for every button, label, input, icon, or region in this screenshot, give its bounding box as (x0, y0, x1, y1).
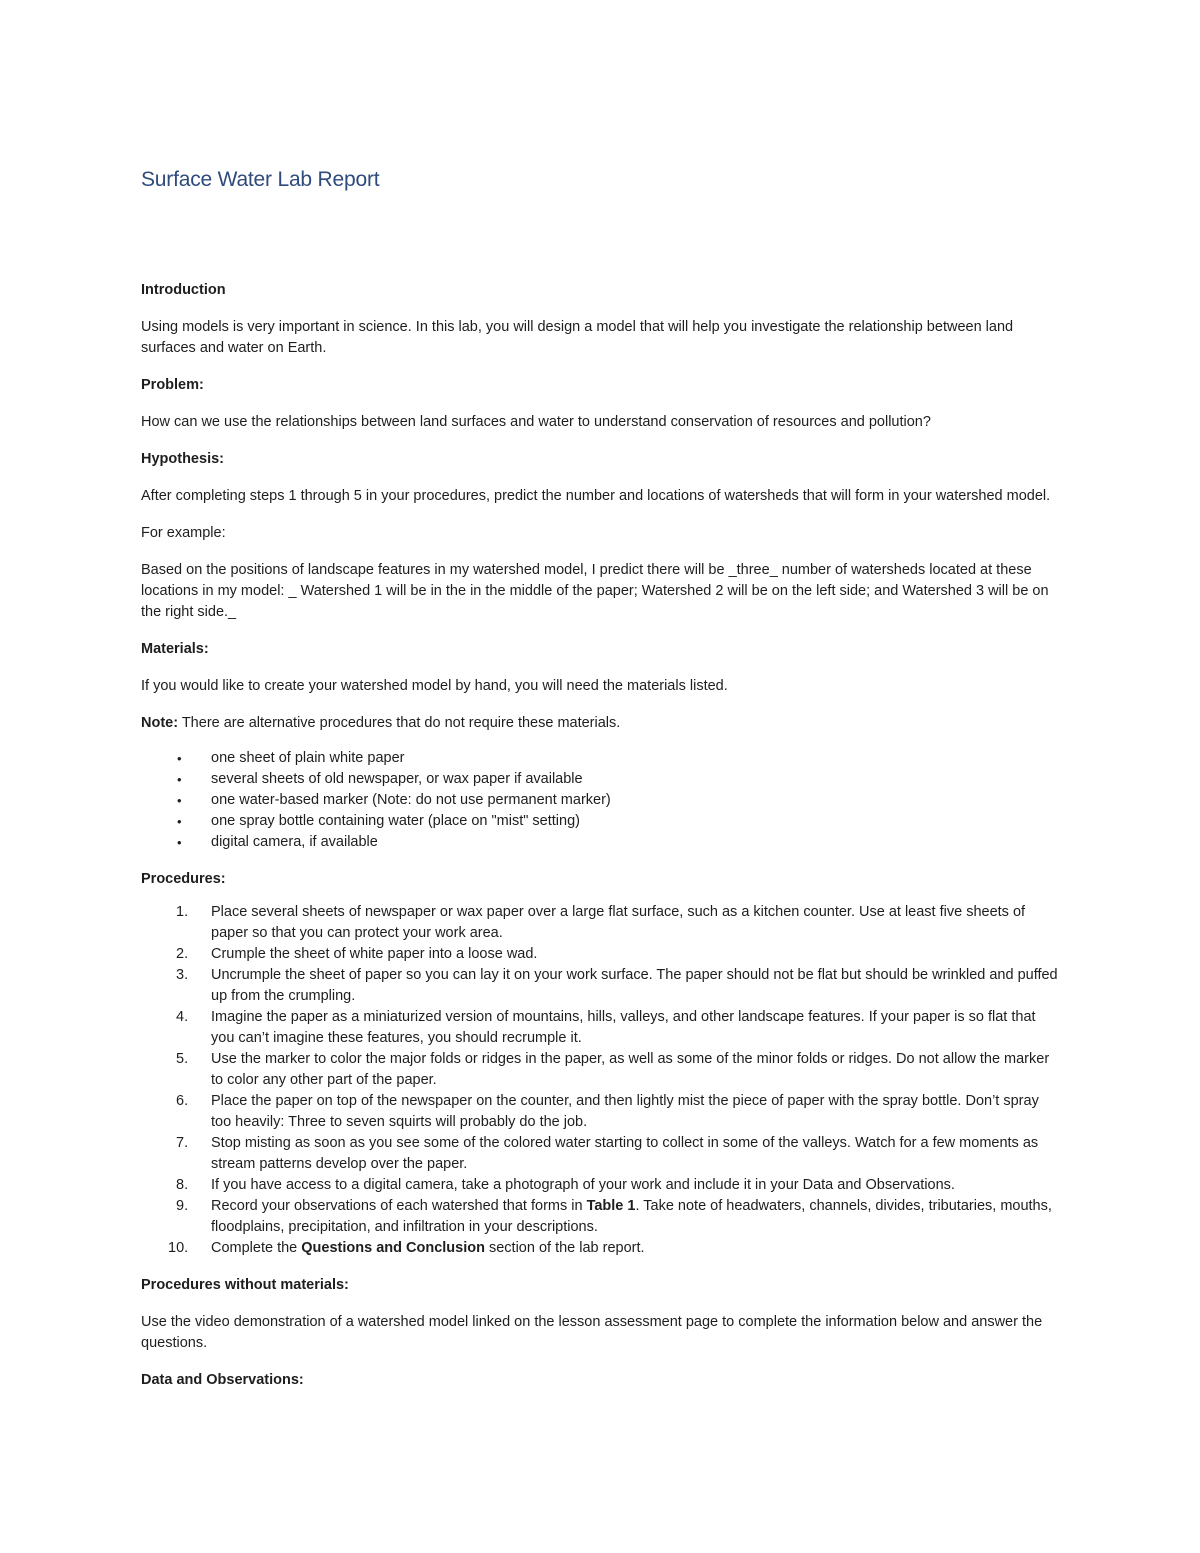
procedure-step (141, 1196, 1061, 1238)
introduction-text: Using models is very important in science. In this lab, you will design a model that will help you investigate the relationship between land surfaces and water on Earth. (141, 319, 1014, 356)
list-item (141, 790, 1061, 811)
step-text-bold: Table 1 (586, 1198, 636, 1214)
note-label: Note: (141, 715, 179, 731)
materials-text: If you would like to create your watershed model by hand, you will need the materials listed. (141, 678, 728, 694)
procedure-step (141, 1133, 1061, 1175)
materials-note (141, 713, 1061, 734)
procedures-without-materials-heading: Procedures without materials: (141, 1277, 349, 1293)
example-label: For example: (141, 525, 226, 541)
procedure-step (141, 1238, 1061, 1259)
procedure-step (141, 1091, 1061, 1133)
material-text: one water-based marker (Note: do not use permanent marker) (211, 792, 611, 808)
step-number: 10. (168, 1240, 189, 1256)
material-text: digital camera, if available (211, 834, 378, 850)
material-text: one sheet of plain white paper (211, 750, 405, 766)
procedure-step (141, 944, 1061, 965)
procedures-heading: Procedures: (141, 871, 226, 887)
procedure-step (141, 1175, 1061, 1196)
bullet-icon: • (177, 793, 182, 808)
introduction-heading: Introduction (141, 282, 226, 298)
problem-heading: Problem: (141, 377, 204, 393)
materials-list (141, 748, 1061, 853)
step-number: 7. (176, 1135, 189, 1151)
step-text: If you have access to a digital camera, take a photograph of your work and include it in your Data and Observations. (211, 1177, 955, 1193)
bullet-icon: • (177, 772, 182, 787)
example-text: Based on the positions of landscape features in my watershed model, I predict there will be _three_ number of watersheds located at these locations in my model: _ Watershed 1 will be in the in the middle of the paper; Watershed 2 will be on the left side; and Watershed 3 will be on the right side._ (141, 562, 1049, 620)
document-title: Surface Water Lab Report (141, 168, 380, 191)
note-text: There are alternative procedures that do not require these materials. (178, 715, 621, 731)
step-text: Stop misting as soon as you see some of the colored water starting to collect in some of the valleys. Watch for a few moments as stream patterns develop over the paper. (211, 1135, 1039, 1172)
material-text: one spray bottle containing water (place on "mist" setting) (211, 813, 580, 829)
procedures-without-materials-text: Use the video demonstration of a watershed model linked on the lesson assessment page to complete the information below and answer the questions. (141, 1314, 1043, 1351)
list-item (141, 832, 1061, 853)
step-text: Imagine the paper as a miniaturized version of mountains, hills, valleys, and other landscape features. If your paper is so flat that you can’t imagine these features, you should recrumple it. (211, 1009, 1036, 1046)
step-text: Place several sheets of newspaper or wax paper over a large flat surface, such as a kitchen counter. Use at least five sheets of paper so that you can protect your work area. (211, 904, 1026, 941)
step-text-bold: Questions and Conclusion (301, 1240, 485, 1256)
step-text-post: . Take note of headwaters, channels, divides, tributaries, mouths, floodplains, precipitation, and infiltration in your descriptions. (211, 1198, 1052, 1235)
materials-heading: Materials: (141, 641, 209, 657)
procedure-step (141, 902, 1061, 944)
step-text-post: section of the lab report. (484, 1240, 645, 1256)
problem-text: How can we use the relationships between land surfaces and water to understand conservation of resources and pollution? (141, 414, 931, 430)
step-text: Place the paper on top of the newspaper on the counter, and then lightly mist the piece of paper with the spray bottle. Don’t spray too heavily: Three to seven squirts will probably do the job. (211, 1093, 1039, 1130)
step-text: Uncrumple the sheet of paper so you can lay it on your work surface. The paper should not be flat but should be wrinkled and puffed up from the crumpling. (211, 967, 1058, 1004)
step-number: 1. (176, 904, 189, 920)
step-text-pre: Complete the (211, 1240, 302, 1256)
procedure-step (141, 1049, 1061, 1091)
step-number: 2. (176, 946, 189, 962)
step-text: Crumple the sheet of white paper into a loose wad. (211, 946, 538, 962)
list-item (141, 748, 1061, 769)
step-number: 5. (176, 1051, 189, 1067)
procedure-step (141, 1007, 1061, 1049)
bullet-icon: • (177, 751, 182, 766)
step-text-pre: Record your observations of each watershed that forms in (211, 1198, 587, 1214)
step-number: 4. (176, 1009, 189, 1025)
step-number: 8. (176, 1177, 189, 1193)
step-number: 9. (176, 1198, 189, 1214)
bullet-icon: • (177, 835, 182, 850)
step-number: 6. (176, 1093, 189, 1109)
data-observations-heading: Data and Observations: (141, 1372, 304, 1388)
hypothesis-heading: Hypothesis: (141, 451, 224, 467)
bullet-icon: • (177, 814, 182, 829)
list-item (141, 769, 1061, 790)
document-content (141, 166, 1061, 1391)
procedure-step (141, 965, 1061, 1007)
procedures-list (141, 902, 1061, 1259)
step-number: 3. (176, 967, 189, 983)
list-item (141, 811, 1061, 832)
hypothesis-text: After completing steps 1 through 5 in your procedures, predict the number and locations of watersheds that will form in your watershed model. (141, 488, 1051, 504)
step-text: Use the marker to color the major folds or ridges in the paper, as well as some of the minor folds or ridges. Do not allow the marker to color any other part of the paper. (211, 1051, 1050, 1088)
material-text: several sheets of old newspaper, or wax paper if available (211, 771, 583, 787)
